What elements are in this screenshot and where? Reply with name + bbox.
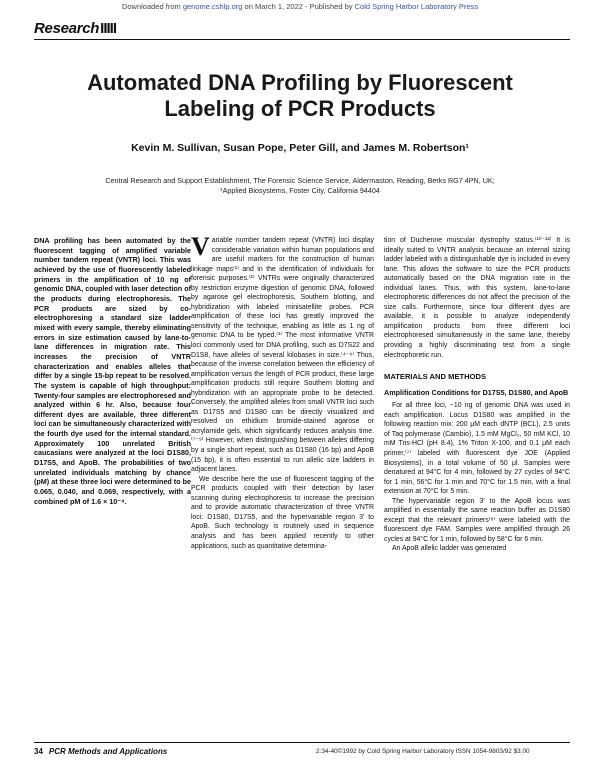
body-column-2 xyxy=(191,232,374,551)
methods-paragraph-2: The hypervariable region 3′ to the ApoB locus was amplified in essentially the same reaction buffer as D1S80 except that the relevant primers⁽⁸⁾ were labeled with the fluorescent dye FAM. Samples were amplified through 26 cycles at 94°C for 1 min, followed by 58°C for 6 min. xyxy=(384,497,570,543)
publisher-link[interactable]: Cold Spring Harbor Laboratory Press xyxy=(354,2,479,11)
affiliation-2: ¹Applied Biosystems, Foster City, California 94404 xyxy=(220,186,380,195)
footer-rule xyxy=(34,742,570,743)
section-label xyxy=(34,20,116,37)
body-column-3 xyxy=(384,236,570,554)
intro-text-1: ariable number tandem repeat (VNTR) loci display considerable variation within human populations and are useful markers for the construction of human linkage maps⁽¹⁾ and in the identification of individuals for forensic purposes.⁽²⁾ VNTRs were originally characterized by restriction enzyme digestion of genomic DNA, followed by agarose gel electrophoresis, Southern blotting, and hybridization with labeled minisatellite probes. PCR amplification of these loci has greatly improved the sensitivity of the technique, enabling as little as 1 ng of genomic DNA to be typed.⁽³⁾ The most informative VNTR loci commonly used for DNA profiling, such as D7S22 and D1S8, have alleles of several kilobases in size.⁽⁴⁻⁶⁾ Thus, because of the inverse correlation between the efficiency of amplification versus the length of PCR product, these large amplification products still require Southern blotting and hybridization with an appropriate probe to be detected. Conversely, the amplified alleles from small VNTR loci such as D17S5 and D1S80 can be directly visualized and resolved on ethidium bromide-stained agarose or acrylamide gels, which significantly reduces analysis time.⁽⁷⁻⁹⁾ However, when distinguishing between alleles differing by a single short repeat, such as D1S80 (16 bp) and ApoB (15 bp), it is often essential to run allelic size ladders in adjacent lanes. xyxy=(191,237,374,474)
affiliation-1: Central Research and Support Establishment, The Forensic Science Service, Aldermaston, Reading, Berks RG7 4PN, UK; xyxy=(105,176,495,185)
methods-paragraph-3: An ApoB allelic ladder was generated xyxy=(392,545,507,553)
journal-name: PCR Methods and Applications xyxy=(48,747,168,756)
methods-heading: MATERIALS AND METHODS xyxy=(384,372,487,382)
intro-paragraph-2: We describe here the use of fluorescent tagging of the PCR products coupled with their detection by laser scanning during electrophoresis to increase the precision and to provide automatic characterization of three VNTR loci: D1S80, D17S5, and the hypervariable region 3′ to ApoB. Such technology is routinely used in sequence analysis and has been applied recently to other applications, such as quantitative determina- xyxy=(191,475,374,550)
methods-paragraph-1: For all three loci, ~10 ng of genomic DNA was used in each amplification. Locus D1S80 was amplified in the following reaction mix: 200 μM each dNTP (BCL), 2.5 units of Taq polymerase (Cambio), 1.5 mM MgCl₂, 50 mM KCl, 10 mM Tris-HCl (pH 8.4), 1% Triton X-100, and 0.1 μM each primer,⁽⁷⁾ labeled with fluorescent dye JOE (Applied Biosystems), in a total volume of 50 μl. Samples were denatured at 94°C for 4 min, followed by 27 cycles of 94°C for 1 min, 56°C for 1 min and 70°C for 1.5 min, with a final extension at 70°C for 5 min. xyxy=(384,402,570,496)
methods-subheading: Amplification Conditions for D17S5, D1S80, and ApoB xyxy=(384,387,569,397)
footer-copyright: 2:34-40©1992 by Cold Spring Harbor Laboratory ISSN 1054-9803/92 $3.00 xyxy=(316,748,530,755)
intro-paragraph-1 xyxy=(191,232,374,475)
intro-paragraph-3: tion of Duchenne muscular dystrophy status.⁽¹⁰⁻¹²⁾ It is ideally suited to VNTR analysis because an internal sizing ladder labeled with a distinguishable dye is included in every lane. This allows the software to size the PCR products automatically based on the DNA migration rate in the individual lanes. Thus, with this system, lane-to-lane electrophoretic differences do not affect the precision of the size calls. Furthermore, since four different dyes are available, it is possible to analyze independently amplification products from three different loci electrophoresed simultaneously in the same lane, thereby providing a highly discriminating test from a single electrophoretic run. xyxy=(384,237,570,359)
drop-cap: V xyxy=(191,232,210,261)
download-prefix: Downloaded from xyxy=(121,2,181,11)
author-list: Kevin M. Sullivan, Susan Pope, Peter Gill, and James M. Robertson¹ xyxy=(131,142,469,154)
download-site-link[interactable]: genome.cshlp.org xyxy=(182,2,243,11)
footer-journal xyxy=(34,747,167,756)
abstract: DNA profiling has been automated by the fluorescent tagging of amplified variable number tandem repeat (VNTR) loci. This was achieved by the use of fluorescently labeled primers in the amplification of 10 ng of genomic DNA, coupled with laser detection of the products during electrophoresis. The PCR products are sized by co-electrophoresing a standard size ladder mixed with every sample, thereby eliminating errors in size estimation caused by lane-to-lane differences in migration rate. This increases the precision of VNTR characterization and enables alleles that differ by a single 15-bp repeat to be resolved. The system is capable of high throughput: Twenty-four samples are electrophoresed and analyzed within 6 hr. Also, because four different dyes are available, three different loci can be simultaneously characterized with the fourth dye used for the internal standard. Approximately 100 unrelated British caucasians were analyzed at the loci D1S80, D17S5, and ApoB. The probabilities of two unrelated individuals matching by chance (pM) at these three loci were determined to be 0.065, 0.040, and 0.069, respectively, with a combined pM of 1.6 × 10⁻⁴. xyxy=(34,236,191,506)
section-label-text: Research xyxy=(34,20,100,37)
title-line-1: Automated DNA Profiling by Fluorescent xyxy=(87,70,513,95)
download-banner xyxy=(0,0,600,14)
section-bars: IIIII xyxy=(100,20,116,37)
page-number: 34 xyxy=(34,747,43,756)
title-line-2: Labeling of PCR Products xyxy=(164,96,436,121)
affiliations xyxy=(40,176,560,196)
download-middle: on March 1, 2022 - Published by xyxy=(244,2,353,11)
article-title xyxy=(0,70,600,122)
header-rule xyxy=(34,39,570,40)
